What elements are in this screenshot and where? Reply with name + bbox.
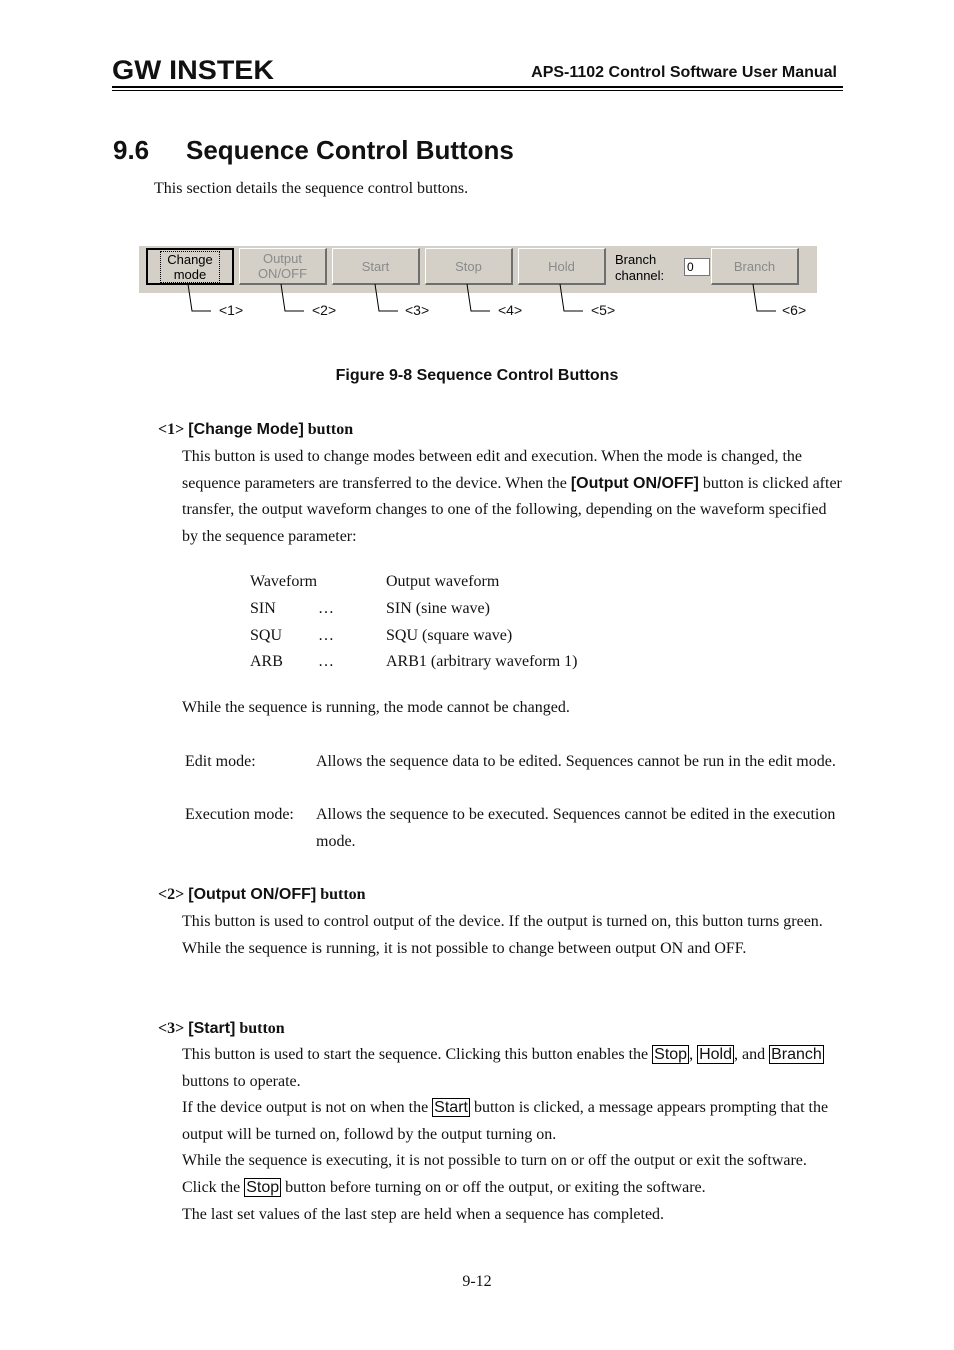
wave-row-1-sep: … [318, 600, 334, 617]
item3-paragraph [182, 1042, 844, 1228]
item2-paragraph: This button is used to control output of the device. If the output is turned on, this button turns green. While the sequence is running, it is not possible to change between output ON and OFF. [182, 913, 823, 957]
item1-suffix: button [307, 421, 354, 438]
item3-text-3a: While the sequence is executing, it is not possible to turn on or off the output or exit the software. Click the [182, 1152, 807, 1196]
item1-num: <1> [158, 421, 185, 438]
start-button-ref: Start [434, 1099, 468, 1117]
output-onoff-button[interactable]: Output ON/OFF [239, 248, 327, 285]
callout-1: <1> [219, 302, 244, 318]
item3-and: , and [733, 1046, 766, 1063]
item2-name: [Output ON/OFF] [188, 886, 317, 903]
edit-mode-term: Edit mode: [185, 753, 256, 770]
callout-line-5 [560, 284, 583, 311]
item1-text-a: This button is used to change modes between edit and execution. When the mode is changed, the sequence parameters are transferred to the device. When the [182, 448, 802, 492]
wave-row-1-wave: SIN [250, 600, 276, 617]
document-title: APS-1102 Control Software User Manual [531, 64, 837, 81]
hold-button[interactable]: Hold [518, 248, 606, 285]
item1-name: [Change Mode] [188, 421, 304, 438]
callout-6: <6> [782, 302, 807, 318]
item3-text-4: The last set values of the last step are held when a sequence has completed. [182, 1205, 665, 1223]
wave-row-3-sep: … [318, 653, 334, 670]
section-number: 9.6 [113, 135, 150, 165]
wave-row-2-sep: … [318, 627, 334, 644]
callout-line-4 [467, 284, 490, 311]
item3-heading [158, 1020, 285, 1038]
branch-channel-label: Branch channel: [615, 252, 665, 283]
branch-button[interactable]: Branch [711, 248, 799, 285]
callout-2: <2> [312, 302, 337, 318]
wave-row-2-out: SQU (square wave) [386, 627, 513, 644]
execution-mode-desc: Allows the sequence to be executed. Sequences cannot be edited in the execution mode. [316, 806, 836, 850]
callout-line-1 [188, 284, 211, 311]
item3-name: [Start] [188, 1020, 236, 1037]
wave-row-3-out: ARB1 (arbitrary waveform 1) [386, 653, 578, 670]
wave-row-3-wave: ARB [250, 653, 283, 670]
item3-text-2b: button is clicked, a message appears prompting that the output will be turned on, followd by the output turning on. [182, 1099, 829, 1143]
start-button[interactable]: Start [332, 248, 420, 285]
callout-line-6 [753, 284, 776, 311]
callout-line-3 [375, 284, 398, 311]
execution-mode-term: Execution mode: [185, 806, 294, 823]
figure-caption: Figure 9-8 Sequence Control Buttons [335, 367, 619, 384]
item2-num: <2> [158, 886, 185, 903]
output-col-header: Output waveform [386, 573, 500, 590]
logo-text: GW INSTEK [112, 55, 275, 84]
branch-button-ref: Branch [771, 1046, 822, 1063]
section-intro: This section details the sequence control buttons. [154, 180, 469, 197]
item3-suffix: button [239, 1020, 285, 1037]
section-title: Sequence Control Buttons [186, 135, 514, 165]
callout-5: <5> [591, 302, 616, 318]
stop-button-ref: Stop [654, 1046, 688, 1063]
page-number: 9-12 [462, 1273, 492, 1290]
item3-text-1b: buttons to operate. [182, 1072, 301, 1090]
stop-button[interactable]: Stop [425, 248, 513, 285]
item3-text-1a: This button is used to start the sequence. Clicking this button enables the [182, 1046, 649, 1063]
item1-note: While the sequence is running, the mode cannot be changed. [182, 699, 570, 716]
gw-instek-logo [112, 54, 276, 84]
callout-4: <4> [498, 302, 523, 318]
change-mode-label: Change mode [160, 251, 220, 283]
stop-button-ref-2: Stop [246, 1178, 280, 1196]
branch-channel-input[interactable]: 0 [684, 258, 710, 276]
callout-line-2 [281, 284, 304, 311]
item3-comma: , [689, 1046, 694, 1063]
wave-row-1-out: SIN (sine wave) [386, 600, 490, 617]
item1-heading [158, 421, 353, 439]
callout-3: <3> [405, 302, 430, 318]
item2-suffix: button [320, 886, 366, 903]
header-rule-thin [112, 90, 843, 91]
item3-text-2a: If the device output is not on when the [182, 1099, 429, 1117]
item2-heading [158, 886, 366, 904]
wave-row-2-wave: SQU [250, 627, 283, 644]
edit-mode-desc: Allows the sequence data to be edited. Sequences cannot be run in the edit mode. [316, 753, 836, 770]
output-onoff-ref: [Output ON/OFF] [570, 474, 699, 492]
waveform-col-header: Waveform [250, 573, 318, 590]
hold-button-ref: Hold [699, 1046, 732, 1063]
item3-text-3b: button before turning on or off the output, or exiting the software. [285, 1178, 706, 1196]
item1-text-b: button is clicked after transfer, the output waveform changes to one of the following, depending on the waveform specified by the sequence parameter: [182, 474, 842, 545]
item3-num: <3> [158, 1020, 185, 1037]
header-rule [112, 86, 843, 88]
item1-paragraph [182, 444, 844, 550]
